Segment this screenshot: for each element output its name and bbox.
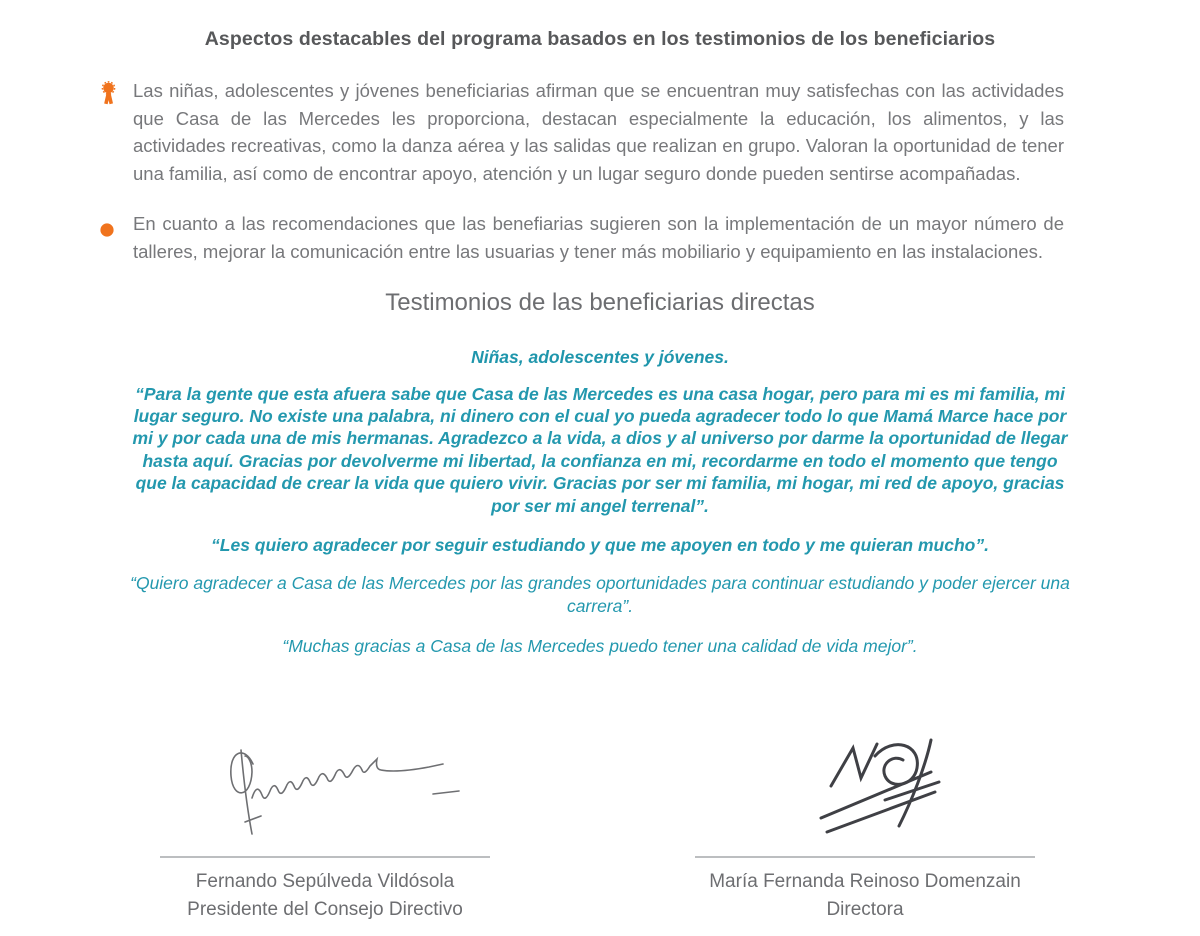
testimonial-quote-main: “Para la gente que esta afuera sabe que Casa de las Mercedes es una casa hogar, pero para mi es mi familia, mi lugar seguro. No existe una palabra, ni dinero con el cual yo pueda agradecer todo lo que Mamá Marce hace por mi y por cada una de mis hermanas. Agradezco a la vida, a dios y al universo por darme la oportunidad de llegar hasta aquí. Gracias por devolverme mi libertad, la confianza en mi, recordarme en todo el momento que tengo que la capacidad de crear la vida que quiero vivir. Gracias por ser mi familia, mi hogar, mi red de apoyo, gracias por ser mi angel terrenal”.: [132, 383, 1068, 516]
signature-handwriting-maria: [695, 738, 1035, 854]
bullet-text: Las niñas, adolescentes y jóvenes beneficiarias afirman que se encuentran muy satisfechas con las actividades que Casa de las Mercedes les proporciona, destacan especialmente la educación, los alimentos, y las actividades recreativas, como la danza aérea y las salidas que realizan en grupo. Valoran la oportunidad de tener una familia, así como de encontrar apoyo, atención y un lugar seguro donde pueden sentirse acompañadas.: [133, 80, 1064, 184]
signer-name: María Fernanda Reinoso Domenzain: [709, 871, 1021, 892]
highlights-list: [100, 77, 1064, 266]
signature-line: [695, 856, 1035, 858]
signature-line: [160, 856, 490, 858]
award-ribbon-icon: [100, 81, 122, 114]
testimonials-subheading: Niñas, adolescentes y jóvenes.: [471, 346, 729, 367]
bullet-item-satisfaction: [100, 77, 1064, 187]
signer-role: Directora: [826, 899, 904, 920]
testimonials-heading: Testimonios de las beneficiarias directas: [385, 288, 815, 316]
signatures-section: [0, 738, 1200, 924]
signature-block-director: [695, 738, 1035, 924]
signer-name: Fernando Sepúlveda Vildósola: [195, 871, 455, 892]
signer-role: Presidente del Consejo Directivo: [187, 899, 463, 920]
page-title: Aspectos destacables del programa basados en los testimonios de los beneficiarios: [204, 28, 996, 50]
signature-block-president: [160, 738, 490, 924]
signature-handwriting-fernando: [160, 738, 490, 854]
testimonial-quote-2: “Les quiero agradecer por seguir estudiando y que me apoyen en todo y me quieran mucho”.: [211, 535, 989, 555]
testimonial-quote-4: “Muchas gracias a Casa de las Mercedes puedo tener una calidad de vida mejor”.: [282, 636, 918, 657]
testimonial-quote-3: “Quiero agradecer a Casa de las Mercedes por las grandes oportunidades para continuar estudiando y poder ejercer una carrera”.: [130, 573, 1070, 616]
bullet-text: En cuanto a las recomendaciones que las benefiarias sugieren son la implementación de un mayor número de talleres, mejorar la comunicación entre las usuarias y tener más mobiliario y equipamiento en las instalaciones.: [133, 213, 1064, 262]
bullet-item-recommendations: [100, 210, 1064, 265]
orange-dot-icon: [100, 217, 122, 245]
